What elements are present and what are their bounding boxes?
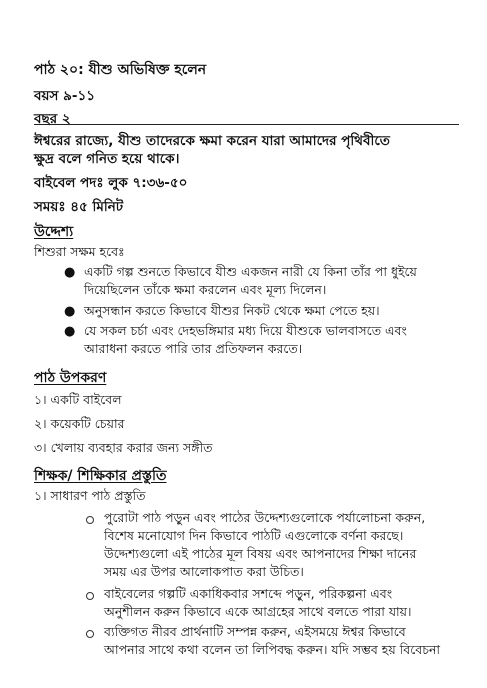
material-item-1: ১। একটি বাইবেল: [34, 392, 122, 407]
bullet-icon: ●: [64, 304, 76, 319]
teacher-prep-heading: শিক্ষক/ শিক্ষিকার প্রস্তুতি: [34, 468, 167, 484]
lesson-title: পাঠ ২০: যীশু অভিষিক্ত হলেন: [34, 62, 207, 78]
prep-sub-1-line-4: সময় এর উপর আলোকপাত করা উচিত।: [104, 564, 304, 579]
materials-heading: পাঠ উপকরণ: [34, 370, 107, 386]
objective-2-line-1: অনুসন্ধান করতে কিভাবে যীশুর নিকট থেকে ক্ষমা পেতে হয়।: [84, 303, 380, 318]
divider-line: [34, 124, 459, 125]
theme-line-1: ঈশ্বরের রাজ্যে, যীশু তাদেরকে ক্ষমা করেন যারা আমাদের পৃথিবীতে: [34, 133, 390, 149]
time-line: সময়ঃ ৪৫ মিনিট: [34, 199, 124, 215]
prep-sub-3-line-1: ব্যক্তিগত নীরব প্রার্থনাটি সম্পন্ন করুন, এইসময়ে ঈশ্বর কিভাবে: [104, 624, 406, 639]
prep-sub-2-line-1: বাইবেলের গল্পটি একাধিকবার সশব্দে পড়ুন, পরিকল্পনা এবং: [104, 586, 393, 601]
year-line: বছর ২: [34, 111, 71, 127]
age-line: বয়স ৯-১১: [34, 88, 95, 104]
prep-sub-1-line-3: উদ্দেশ্যগুলো এই পাঠের মূল বিষয় এবং আপনাদের শিক্ষা দানের: [104, 546, 417, 561]
objective-3-line-1: যে সকল চর্চা এবং দেহভঙ্গিমার মধ্য দিয়ে যীশুকে ভালবাসতে এবং: [84, 323, 407, 338]
material-item-2: ২। কয়েকটি চেয়ার: [34, 416, 125, 431]
bullet-icon: ●: [64, 265, 76, 280]
bullet-icon: ●: [64, 324, 76, 339]
prep-sub-1-line-2: বিশেষ মনোযোগ দিন কিভাবে পাঠটি এগুলোকে বর্ণনা করছে।: [104, 528, 404, 543]
theme-line-2: ক্ষুদ্র বলে গনিত হয়ে থাকে।: [34, 151, 180, 167]
objectives-heading: উদ্দেশ্য: [34, 224, 74, 240]
teacher-prep-item-1: ১। সাধারণ পাঠ প্রস্তুতি: [34, 488, 146, 503]
prep-sub-3-line-2: আপনার সাথে কথা বলেন তা লিপিবদ্ধ করুন। যদি সম্ভব হয় বিবেচনা: [104, 642, 441, 657]
material-item-3: ৩। খেলায় ব্যবহার করার জন্য সঙ্গীত: [34, 440, 213, 455]
bible-passage: বাইবেল পদঃ লুক ৭:৩৬-৫০: [34, 175, 188, 191]
circle-bullet-icon: [86, 630, 94, 638]
circle-bullet-icon: [86, 516, 94, 524]
objective-1-line-2: দিয়েছিলেন তাঁকে ক্ষমা করলেন এবং মূল্য দিলেন।: [84, 282, 327, 297]
objectives-intro: শিশুরা সক্ষম হবেঃ: [34, 244, 125, 259]
objective-1-line-1: একটি গল্প শুনতে কিভাবে যীশু একজন নারী যে কিনা তাঁর পা ধুইয়ে: [84, 264, 417, 279]
circle-bullet-icon: [86, 592, 94, 600]
prep-sub-2-line-2: অনুশীলন করুন কিভাবে একে আগ্রহের সাথে বলতে পারা যায়।: [104, 604, 412, 619]
prep-sub-1-line-1: পুরোটা পাঠ পড়ুন এবং পাঠের উদ্দেশ্যগুলোকে পর্যালোচনা করুন,: [104, 510, 426, 525]
objective-3-line-2: আরাধনা করতে পারি তার প্রতিফলন করতে।: [84, 341, 303, 356]
